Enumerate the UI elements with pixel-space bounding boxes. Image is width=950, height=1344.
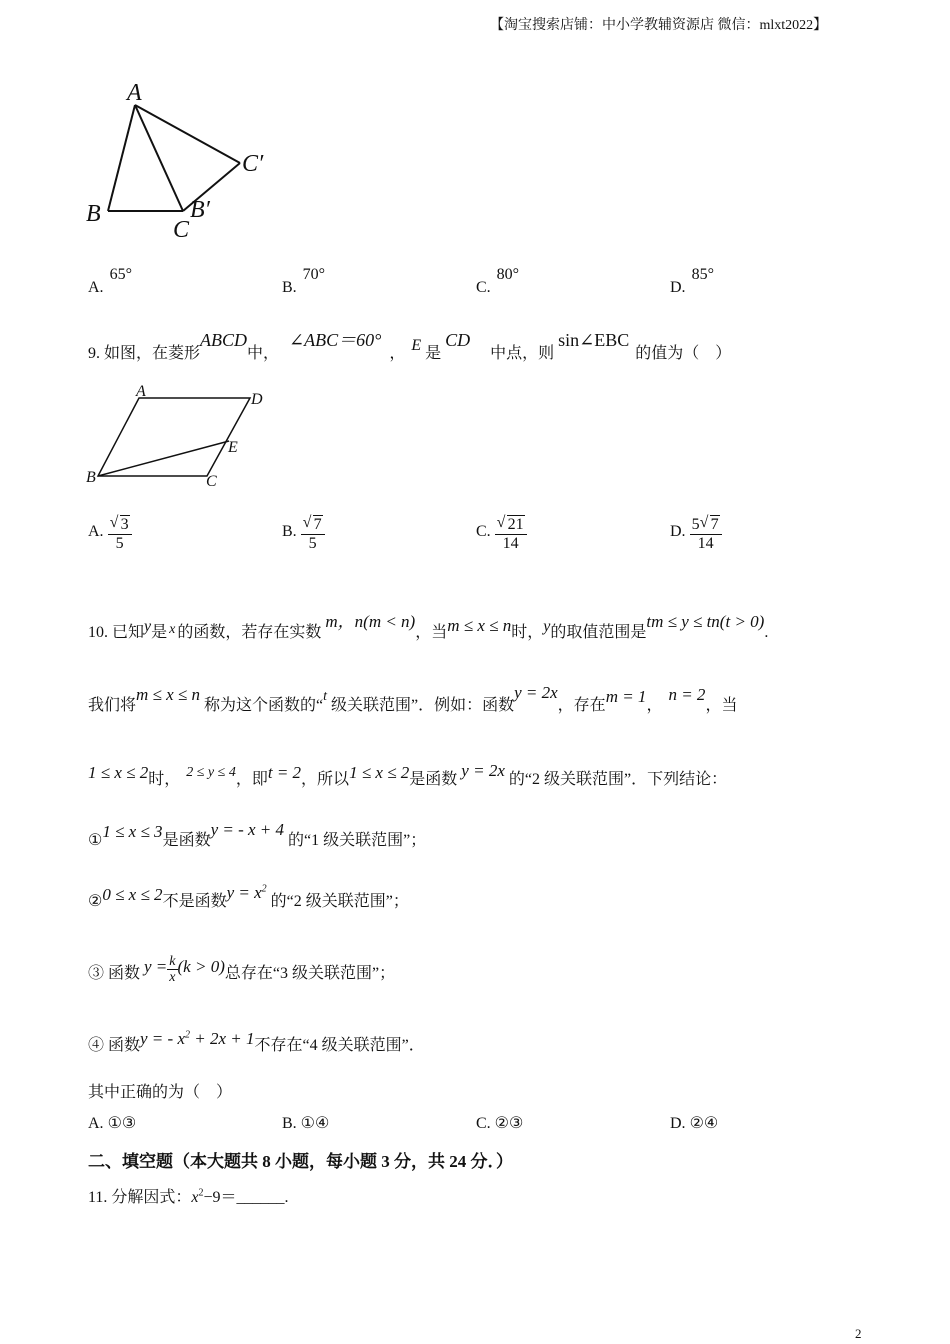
label-d: D [251,391,263,408]
figure-rhombus [82,380,282,490]
q10-text: 的函数，若存在实数 [177,624,322,641]
option-value: ②③ [494,1115,524,1132]
q10-var-x: x [169,622,176,637]
q10-text: 时， [511,624,544,641]
q10-statement-4 [88,1029,425,1055]
q9-option-c [476,516,527,552]
option-label: B. [282,1115,297,1132]
label-b: B [86,469,96,486]
statement-text: 不是函数 [162,893,227,910]
q10-line-1 [88,612,769,642]
figure-triangle-rotation [80,75,280,245]
q10-option-d [670,1113,718,1133]
q9-text: ， [389,345,406,362]
option-label: C. [476,1115,491,1132]
q9-text: 的值为（ ） [635,345,732,362]
option-label: D. [670,279,686,296]
q10-t-range: tm ≤ y ≤ tn(t > 0) [646,612,765,631]
rhombus-outline [98,398,250,476]
q11-text: −9＝______. [203,1189,289,1206]
q10-n-value: n = 2 [668,685,706,704]
option-fraction: √ 7 5 [301,516,325,552]
q9-angle: ∠ABC＝60° [289,330,382,350]
q10-text: ，即 [235,771,268,788]
q11 [88,1184,289,1207]
statement-text: 是函数 [162,832,211,849]
q11-exponent: 2 [198,1187,204,1199]
q10-text: 10. 已知 [88,624,145,641]
q9-option-a [88,516,132,552]
q10-text: 时， [148,771,181,788]
statement-text: 总存在“3 级关联范围”； [224,964,396,982]
label-c-prime: C′ [242,151,264,177]
function-exponent: 2 [185,1029,190,1041]
q10-ask: 其中正确的为（ ） [88,1084,233,1101]
q10-text: ，当 [415,624,448,641]
label-b-prime: B′ [190,197,210,223]
statement-function: y = - x + 4 [210,820,285,839]
q10-var-y: y [144,618,152,635]
option-label: A. [88,279,104,296]
q10-text: 我们将 [88,697,137,714]
statement-number: ① [88,832,103,849]
statement-y: y = [144,956,168,976]
q10-text: 是 [151,624,168,641]
option-label: D. [670,522,686,540]
option-value: 80° [496,266,520,283]
option-label: D. [670,1115,686,1132]
label-e: E [228,439,238,456]
statement-range: 1 ≤ x ≤ 3 [102,822,163,841]
option-label: C. [476,279,491,296]
statement-range: 0 ≤ x ≤ 2 [102,885,163,904]
q11-text: 11. 分解因式： [88,1189,192,1206]
statement-number: ④ 函数 [88,1037,141,1054]
option-value: 85° [691,266,714,283]
option-label: A. [88,522,104,540]
q10-range: m ≤ x ≤ n [447,616,512,635]
label-a: A [127,80,142,106]
q9-number: 9. 如图，在菱形 [88,345,201,362]
q10-t-value: t = 2 [267,763,302,782]
option-value: ①③ [107,1115,137,1132]
q11-var: x [191,1189,199,1206]
option-value: 65° [109,266,132,283]
option-label: C. [476,522,491,540]
statement-condition: (k > 0) [177,956,225,976]
q10-statement-1 [88,820,427,850]
radicand: 7 [313,516,322,533]
q10-text: 是函数 [409,771,458,788]
statement-text: 的“1 级关联范围”； [288,832,427,849]
fraction-num: k [169,954,176,969]
q10-option-a [88,1113,136,1133]
q9-text: 中点，则 [490,345,555,362]
statement-function [140,1029,254,1048]
statement-text: 的“2 级关联范围”； [270,893,409,910]
q10-text: ， [646,697,663,714]
q10-range: m ≤ x ≤ n [136,685,200,704]
q9-rhombus: ABCD [200,330,248,350]
q10-function: y = 2x [514,683,558,702]
segment-ac-prime [135,105,240,163]
q10-text: 的“2 级关联范围”．下列结论： [508,771,728,788]
statement-text: 不存在“4 级关联范围”． [254,1037,425,1054]
q8-option-a [88,266,132,297]
statement-number: ② [88,893,103,910]
q10-text: . [764,624,769,641]
q10-option-c [476,1113,523,1133]
q10-text: ，所以 [301,771,350,788]
q8-option-c [476,266,520,297]
function-part: + 2x + 1 [190,1029,255,1048]
q10-statement-2 [88,883,409,911]
q10-y-range: 2 ≤ y ≤ 4 [186,765,236,780]
label-a: A [136,383,146,400]
q10-range: 1 ≤ x ≤ 2 [88,763,149,782]
q10-condition: m，n(m < n) [325,612,416,631]
coefficient: 5 [691,516,700,533]
radicand: 7 [710,516,719,533]
option-fraction: √ 21 14 [495,516,527,552]
q10-function: y = 2x [461,761,505,780]
q8-option-d [670,266,714,297]
statement-function [227,883,267,902]
q10-text: 级关联范围”．例如：函数 [331,697,515,714]
option-value: ①④ [300,1115,330,1132]
q9-point-e: E [411,337,422,354]
statement-number: ③ 函数 [88,964,141,982]
q9-stem [88,330,732,364]
label-c: C [206,473,217,490]
section-title: 二、填空题（本大题共 8 小题，每小题 3 分，共 24 分．） [88,1152,513,1171]
q9-segment-cd: CD [445,330,471,350]
q10-text: ，存在 [557,697,606,714]
option-fraction: √ 3 5 [108,516,132,552]
statement-fraction [167,954,177,986]
header-watermark: 【淘宝搜索店铺：中小学教辅资源店 微信：mlxt2022】 [490,18,828,33]
q9-sine: sin∠EBC [558,330,630,350]
q9-text: 中， [247,345,280,362]
radicand: 3 [120,516,129,533]
q10-text: 的取值范围是 [550,624,647,641]
function-exponent: 2 [261,883,267,895]
q9-option-b [282,516,325,552]
q10-text: 称为这个函数的“ [204,697,324,714]
q10-line-2 [88,683,738,715]
option-label: B. [282,279,297,296]
q10-var-y: y [543,618,551,635]
denominator: 5 [308,534,317,552]
option-label: A. [88,1115,104,1132]
option-fraction: 5 √ 7 14 [690,516,722,552]
q9-text: 是 [425,345,442,362]
option-value: ②④ [689,1115,719,1132]
denominator: 14 [697,534,714,552]
fraction-den: x [169,970,176,986]
function-part: y = - x [140,1029,185,1048]
q10-statement-3 [88,936,396,986]
function-base: y = x [226,883,262,902]
q8-option-b [282,266,326,297]
label-b: B [86,201,101,227]
q10-range: 1 ≤ x ≤ 2 [349,763,410,782]
denominator: 5 [115,534,124,552]
q10-text: ，当 [705,697,738,714]
radicand: 21 [507,516,524,533]
q10-line-3 [88,761,728,789]
q10-option-b [282,1113,329,1133]
label-c: C [173,217,190,243]
option-value: 70° [302,266,326,283]
page-number: 2 [855,1326,862,1341]
q10-m-value: m = 1 [605,687,647,706]
denominator: 14 [502,534,519,552]
option-label: B. [282,522,297,540]
q9-option-d [670,516,722,552]
segment-ac [135,105,183,211]
q10-var-t: t [323,689,327,704]
segment-ab [108,105,135,211]
